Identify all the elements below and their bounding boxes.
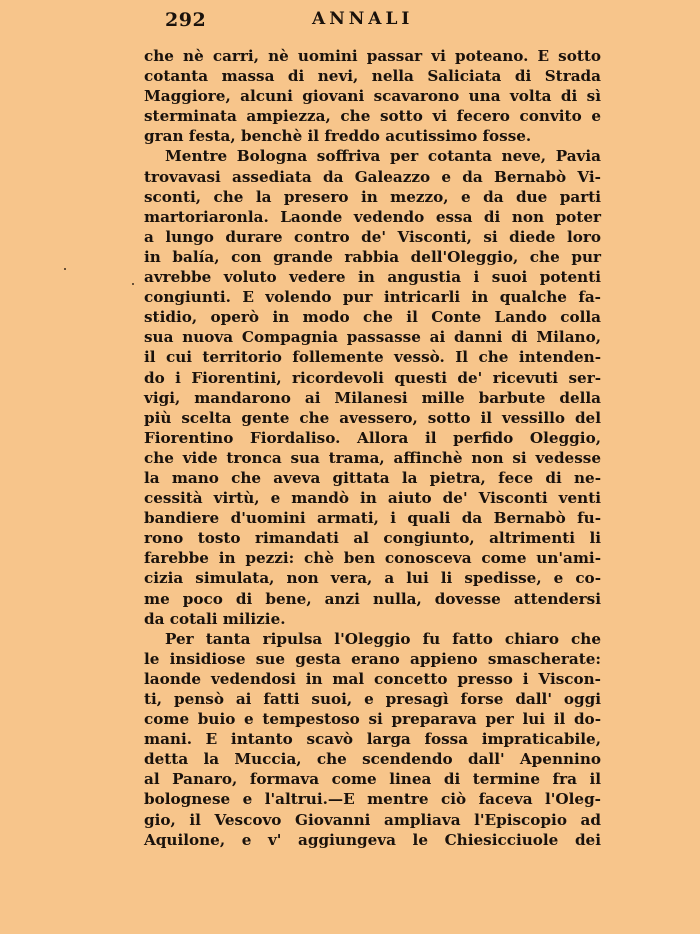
text-line: sua nuova Compagnia passasse ai danni di Milano, — [144, 328, 601, 347]
text-line: congiunti. E volendo pur intricarli in qualche fa- — [144, 288, 601, 307]
text-line: sconti, che la presero in mezzo, e da due parti — [144, 187, 601, 206]
text-line: laonde vedendosi in mal concetto presso i Viscon- — [144, 669, 601, 688]
text-line: come buio e tempestoso si preparava per lui il do- — [144, 710, 601, 729]
text-line: detta la Muccia, che scendendo dall' Apennino — [144, 750, 601, 769]
text-line: vigi, mandarono ai Milanesi mille barbute della — [144, 388, 601, 407]
text-line: me poco di bene, anzi nulla, dovesse attendersi — [144, 589, 601, 608]
text-line: stidio, operò in modo che il Conte Lando colla — [144, 308, 601, 327]
text-line: gio, il Vescovo Giovanni ampliava l'Episcopio ad — [144, 810, 601, 829]
text-line: cotanta massa di nevi, nella Saliciata di Strada — [144, 67, 601, 86]
running-title: ANNALI — [312, 9, 414, 29]
text-line: martoriaronla. Laonde vedendo essa di non poter — [144, 207, 601, 226]
text-line: bandiere d'uomini armati, i quali da Bernabò fu- — [144, 509, 601, 528]
text-line: trovavasi assediata da Galeazzo e da Bernabò Vi- — [144, 167, 601, 186]
text-line: ti, pensò ai fatti suoi, e presagì forse dall' oggi — [144, 690, 601, 708]
text-line: a lungo durare contro de' Visconti, si diede loro — [144, 227, 601, 246]
text-line: cessità virtù, e mandò in aiuto de' Visconti venti — [144, 489, 601, 508]
ink-speck — [132, 283, 134, 285]
text-line: do i Fiorentini, ricordevoli questi de' ricevuti ser- — [144, 368, 601, 387]
text-line: Fiorentino Fiordaliso. Allora il perfido Oleggio, — [144, 428, 601, 447]
text-line: in balía, con grande rabbia dell'Oleggio, che pur — [144, 247, 601, 266]
text-line: Per tanta ripulsa l'Oleggio fu fatto chiaro che — [165, 629, 601, 648]
text-line: Maggiore, alcuni giovani scavarono una volta di sì — [144, 87, 601, 106]
text-line: Aquilone, e v' aggiungeva le Chiesicciuole dei — [144, 830, 601, 849]
text-line: da cotali milizie. — [144, 609, 286, 628]
text-line: cizia simulata, non vera, a lui li spedisse, e co- — [144, 569, 601, 588]
text-line: che vide tronca sua trama, affinchè non si vedesse — [144, 448, 601, 467]
text-line: bolognese e l'altrui.—E mentre ciò faceva l'Oleg- — [144, 790, 601, 809]
text-line: Mentre Bologna soffriva per cotanta neve, Pavia — [165, 147, 601, 166]
text-line: più scelta gente che avessero, sotto il vessillo del — [144, 408, 601, 427]
text-line: rono tosto rimandati al congiunto, altrimenti li — [144, 529, 601, 548]
text-line: farebbe in pezzi: chè ben conosceva come un'ami- — [144, 549, 601, 568]
text-line: che nè carri, nè uomini passar vi poteano. E sotto — [144, 47, 601, 65]
text-line: il cui territorio follemente vessò. Il che intenden- — [144, 348, 601, 367]
text-line: avrebbe voluto vedere in angustia i suoi potenti — [144, 268, 601, 287]
text-line: mani. E intanto scavò larga fossa impraticabile, — [144, 730, 601, 749]
text-line: sterminata ampiezza, che sotto vi fecero convito e — [144, 107, 601, 126]
text-line: le insidiose sue gesta erano appieno smascherate: — [144, 649, 601, 668]
body-text — [144, 46, 601, 850]
text-line: al Panaro, formava come linea di termine fra il — [144, 770, 601, 789]
page-number: 292 — [165, 9, 207, 31]
text-line: la mano che aveva gittata la pietra, fece di ne- — [144, 468, 601, 487]
text-line: gran festa, benchè il freddo acutissimo fosse. — [144, 127, 532, 146]
ink-speck — [64, 268, 66, 270]
page-header — [0, 9, 700, 33]
